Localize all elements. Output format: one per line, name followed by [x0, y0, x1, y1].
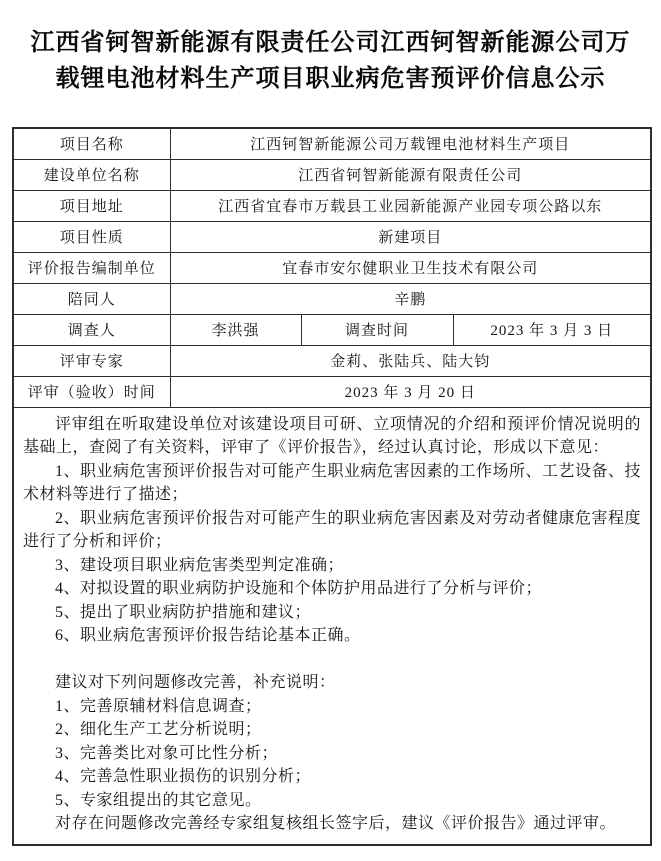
survey-time-label: 调查时间 [301, 314, 453, 345]
table-row-review-experts [13, 345, 651, 376]
page-title-line-2: 载锂电池材料生产项目职业病危害预评价信息公示 [55, 66, 606, 92]
opinion-paragraph: 5、专家组提出的其它意见。 [55, 791, 262, 809]
opinion-paragraph: 3、建设项目职业病危害类型判定准确； [55, 556, 345, 574]
table-row-builder-name [13, 159, 651, 190]
opinion-paragraph: 4、完善急性职业损伤的识别分析； [55, 768, 312, 785]
table-row-project-address [13, 190, 651, 221]
row-label: 评审专家 [13, 345, 170, 376]
row-value: 新建项目 [170, 221, 651, 252]
row-label: 建设单位名称 [13, 159, 170, 190]
opinion-paragraph: 6、职业病危害预评价报告结论基本正确。 [55, 627, 361, 644]
table-row-review-time [13, 376, 651, 407]
row-value: 宜春市安尔健职业卫生技术有限公司 [170, 252, 651, 283]
row-label: 评审（验收）时间 [13, 376, 170, 407]
opinion-paragraph: 对存在问题修改完善经专家组复核组长签字后，建议《评价报告》通过评审。 [55, 815, 617, 832]
page-title [0, 0, 661, 97]
opinion-paragraph: 2、职业病危害预评价报告对可能产生的职业病危害因素及对劳动者健康危害程度进行了分析和评价； [23, 509, 642, 550]
row-label: 项目名称 [13, 128, 170, 159]
table-row-project-name [13, 128, 651, 159]
opinion-paragraph: 2、细化生产工艺分析说明； [55, 721, 262, 738]
row-label: 项目地址 [13, 190, 170, 221]
row-value: 金莉、张陆兵、陆大钧 [170, 345, 651, 376]
row-label: 评价报告编制单位 [13, 252, 170, 283]
opinion-paragraph: 评审组在听取建设单位对该建设项目可研、立项情况的介绍和预评价情况说明的基础上，查阅了有关资料，评审了《评价报告》，经过认真讨论，形成以下意见： [23, 415, 642, 456]
row-label: 陪同人 [13, 283, 170, 314]
info-table [12, 127, 652, 846]
opinion-paragraph: 1、完善原辅材料信息调查； [55, 697, 262, 715]
investigator-name: 李洪强 [170, 314, 301, 345]
table-row-accompanying-person [13, 283, 651, 314]
review-opinion-cell [13, 407, 651, 845]
opinion-paragraph: 3、完善类比对象可比性分析； [55, 744, 279, 762]
opinion-paragraph: 4、对拟设置的职业病防护设施和个体防护用品进行了分析与评价； [55, 580, 543, 597]
table-row-project-nature [13, 221, 651, 252]
table-row-review-opinion [13, 407, 651, 845]
row-value: 辛鹏 [170, 283, 651, 314]
table-row-report-agency [13, 252, 651, 283]
opinion-paragraph: 建议对下列问题修改完善，补充说明： [55, 674, 336, 691]
row-label: 项目性质 [13, 221, 170, 252]
table-row-investigator [13, 314, 651, 345]
row-value: 江西省钶智新能源有限责任公司 [170, 159, 651, 190]
page-title-line-1: 江西省钶智新能源有限责任公司江西钶智新能源公司万 [30, 30, 631, 56]
row-value: 江西省宜春市万载县工业园新能源产业园专项公路以东 [170, 190, 651, 221]
row-label: 调查人 [13, 314, 170, 345]
opinion-blank-line [23, 648, 641, 672]
row-value: 2023 年 3 月 20 日 [170, 376, 651, 407]
opinion-paragraph: 1、职业病危害预评价报告对可能产生职业病危害因素的工作场所、工艺设备、技术材料等进行了描述； [23, 462, 642, 503]
survey-time-value: 2023 年 3 月 3 日 [453, 314, 651, 345]
row-value: 江西钶智新能源公司万载锂电池材料生产项目 [170, 128, 651, 159]
opinion-paragraph: 5、提出了职业病防护措施和建议； [55, 603, 312, 621]
